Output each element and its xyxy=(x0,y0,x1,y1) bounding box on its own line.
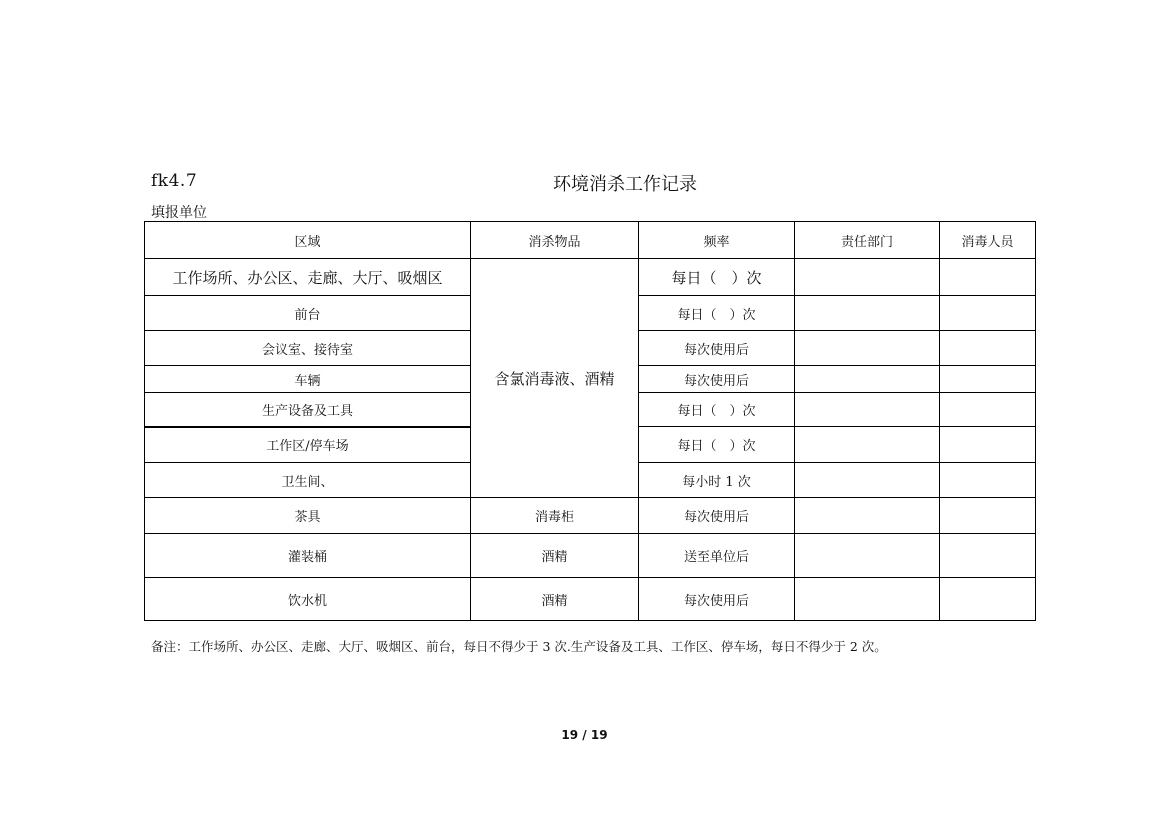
department-cell[interactable] xyxy=(795,498,940,534)
staff-cell[interactable] xyxy=(940,578,1036,621)
department-cell[interactable] xyxy=(795,463,940,498)
column-header-staff: 消毒人员 xyxy=(940,222,1036,259)
item-cell: 酒精 xyxy=(471,534,639,578)
area-cell: 茶具 xyxy=(145,498,471,534)
department-cell[interactable] xyxy=(795,366,940,393)
department-cell[interactable] xyxy=(795,578,940,621)
record-table xyxy=(144,221,1036,621)
frequency-cell: 每日（ ）次 xyxy=(639,259,795,296)
staff-cell[interactable] xyxy=(940,498,1036,534)
column-header-item: 消杀物品 xyxy=(471,222,639,259)
item-cell: 消毒柜 xyxy=(471,498,639,534)
table-row xyxy=(145,498,1036,534)
column-header-department: 责任部门 xyxy=(795,222,940,259)
department-cell[interactable] xyxy=(795,427,940,463)
table-row xyxy=(145,534,1036,578)
department-cell[interactable] xyxy=(795,296,940,331)
frequency-cell: 每次使用后 xyxy=(639,578,795,621)
department-cell[interactable] xyxy=(795,259,940,296)
staff-cell[interactable] xyxy=(940,331,1036,366)
frequency-cell: 每次使用后 xyxy=(639,331,795,366)
frequency-cell: 每日（ ）次 xyxy=(639,393,795,427)
department-cell[interactable] xyxy=(795,393,940,427)
column-header-area: 区域 xyxy=(145,222,471,259)
page-number: 19 / 19 xyxy=(561,728,608,742)
frequency-cell: 每小时 1 次 xyxy=(639,463,795,498)
footnote: 备注：工作场所、办公区、走廊、大厅、吸烟区、前台，每日不得少于 3 次.生产设备及工具、工作区、停车场，每日不得少于 2 次。 xyxy=(151,639,887,654)
unit-label: 填报单位 xyxy=(151,205,207,221)
form-code: fk4.7 xyxy=(151,171,198,191)
frequency-cell: 每日（ ）次 xyxy=(639,427,795,463)
area-cell: 工作区/停车场 xyxy=(145,427,471,463)
staff-cell[interactable] xyxy=(940,259,1036,296)
item-cell: 酒精 xyxy=(471,578,639,621)
area-cell: 灌装桶 xyxy=(145,534,471,578)
frequency-cell: 送至单位后 xyxy=(639,534,795,578)
frequency-cell: 每次使用后 xyxy=(639,366,795,393)
staff-cell[interactable] xyxy=(940,427,1036,463)
frequency-cell: 每日（ ）次 xyxy=(639,296,795,331)
department-cell[interactable] xyxy=(795,331,940,366)
area-cell: 车辆 xyxy=(145,366,471,393)
department-cell[interactable] xyxy=(795,534,940,578)
staff-cell[interactable] xyxy=(940,393,1036,427)
frequency-cell: 每次使用后 xyxy=(639,498,795,534)
area-cell: 生产设备及工具 xyxy=(145,393,471,427)
page-title: 环境消杀工作记录 xyxy=(553,174,697,195)
item-cell-merged: 含氯消毒液、酒精 xyxy=(471,259,639,498)
column-header-frequency: 频率 xyxy=(639,222,795,259)
staff-cell[interactable] xyxy=(940,366,1036,393)
area-cell: 工作场所、办公区、走廊、大厅、吸烟区 xyxy=(145,259,471,296)
area-cell: 卫生间、 xyxy=(145,463,471,498)
area-cell: 饮水机 xyxy=(145,578,471,621)
table-header-row xyxy=(145,222,1036,259)
staff-cell[interactable] xyxy=(940,463,1036,498)
staff-cell[interactable] xyxy=(940,534,1036,578)
table-row xyxy=(145,578,1036,621)
table-row xyxy=(145,259,1036,296)
area-cell: 会议室、接待室 xyxy=(145,331,471,366)
staff-cell[interactable] xyxy=(940,296,1036,331)
area-cell: 前台 xyxy=(145,296,471,331)
